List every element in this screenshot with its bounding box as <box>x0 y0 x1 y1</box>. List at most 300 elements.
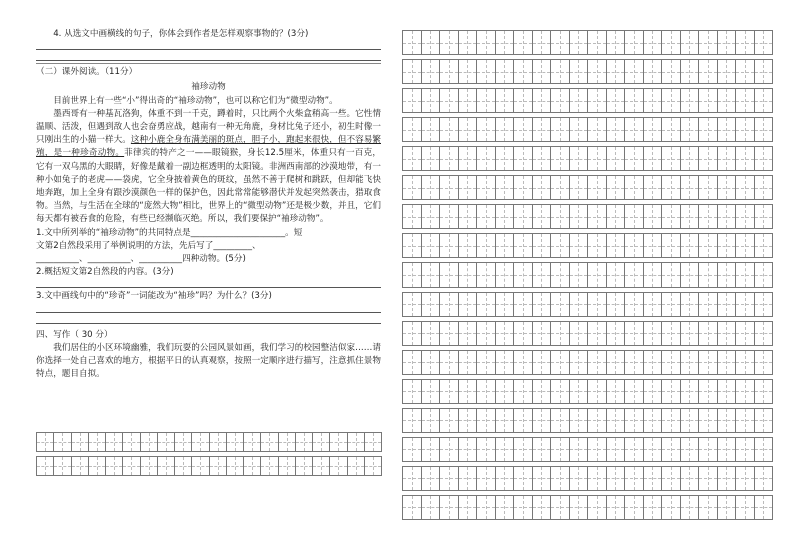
grid-cell[interactable] <box>680 495 700 520</box>
grid-cell[interactable] <box>421 146 441 171</box>
grid-cell[interactable] <box>587 379 607 404</box>
grid-cell[interactable] <box>174 456 192 476</box>
grid-cell[interactable] <box>402 233 422 258</box>
grid-cell[interactable] <box>532 437 552 462</box>
grid-cell[interactable] <box>643 233 663 258</box>
grid-cell[interactable] <box>71 432 89 452</box>
grid-cell[interactable] <box>513 321 533 346</box>
writing-grid-large[interactable] <box>402 30 772 520</box>
answer-line[interactable] <box>36 41 381 50</box>
grid-cell[interactable] <box>476 233 496 258</box>
grid-cell[interactable] <box>439 466 459 491</box>
grid-cell[interactable] <box>140 432 158 452</box>
grid-cell[interactable] <box>624 321 644 346</box>
grid-cell[interactable] <box>347 432 365 452</box>
grid-cell[interactable] <box>174 432 192 452</box>
grid-cell[interactable] <box>569 379 589 404</box>
grid-cell[interactable] <box>329 456 347 476</box>
grid-cell[interactable] <box>698 321 718 346</box>
grid-cell[interactable] <box>495 495 515 520</box>
grid-cell[interactable] <box>439 292 459 317</box>
grid-cell[interactable] <box>513 495 533 520</box>
grid-cell[interactable] <box>698 379 718 404</box>
grid-cell[interactable] <box>495 88 515 113</box>
grid-cell[interactable] <box>698 59 718 84</box>
grid-cell[interactable] <box>698 175 718 200</box>
grid-cell[interactable] <box>53 456 71 476</box>
answer-line[interactable] <box>36 315 381 324</box>
grid-cell[interactable] <box>680 30 700 55</box>
grid-cell[interactable] <box>550 117 570 142</box>
grid-cell[interactable] <box>587 321 607 346</box>
grid-cell[interactable] <box>643 204 663 229</box>
grid-cell[interactable] <box>680 408 700 433</box>
grid-cell[interactable] <box>513 262 533 287</box>
grid-cell[interactable] <box>495 437 515 462</box>
grid-cell[interactable] <box>458 59 478 84</box>
grid-cell[interactable] <box>402 30 422 55</box>
grid-cell[interactable] <box>439 233 459 258</box>
grid-cell[interactable] <box>71 456 89 476</box>
grid-cell[interactable] <box>421 30 441 55</box>
grid-cell[interactable] <box>421 175 441 200</box>
grid-cell[interactable] <box>698 262 718 287</box>
grid-cell[interactable] <box>624 117 644 142</box>
grid-cell[interactable] <box>661 350 681 375</box>
grid-cell[interactable] <box>661 88 681 113</box>
grid-cell[interactable] <box>532 117 552 142</box>
grid-cell[interactable] <box>587 292 607 317</box>
grid-cell[interactable] <box>624 437 644 462</box>
grid-cell[interactable] <box>569 175 589 200</box>
grid-cell[interactable] <box>661 408 681 433</box>
grid-cell[interactable] <box>569 59 589 84</box>
grid-cell[interactable] <box>458 117 478 142</box>
grid-cell[interactable] <box>476 350 496 375</box>
grid-cell[interactable] <box>122 456 140 476</box>
grid-cell[interactable] <box>476 262 496 287</box>
grid-cell[interactable] <box>569 350 589 375</box>
grid-cell[interactable] <box>587 146 607 171</box>
grid-cell[interactable] <box>295 456 313 476</box>
grid-cell[interactable] <box>458 495 478 520</box>
grid-cell[interactable] <box>532 233 552 258</box>
grid-cell[interactable] <box>532 262 552 287</box>
grid-cell[interactable] <box>606 495 626 520</box>
grid-cell[interactable] <box>347 456 365 476</box>
grid-cell[interactable] <box>458 262 478 287</box>
grid-cell[interactable] <box>209 456 227 476</box>
grid-cell[interactable] <box>122 432 140 452</box>
grid-cell[interactable] <box>754 59 774 84</box>
grid-cell[interactable] <box>476 321 496 346</box>
grid-cell[interactable] <box>717 262 737 287</box>
grid-cell[interactable] <box>698 408 718 433</box>
grid-cell[interactable] <box>532 175 552 200</box>
grid-cell[interactable] <box>532 379 552 404</box>
grid-cell[interactable] <box>550 262 570 287</box>
grid-cell[interactable] <box>680 117 700 142</box>
grid-cell[interactable] <box>421 350 441 375</box>
grid-cell[interactable] <box>36 432 54 452</box>
grid-cell[interactable] <box>439 117 459 142</box>
grid-cell[interactable] <box>717 379 737 404</box>
grid-cell[interactable] <box>735 466 755 491</box>
grid-cell[interactable] <box>439 408 459 433</box>
grid-cell[interactable] <box>439 437 459 462</box>
grid-cell[interactable] <box>191 456 209 476</box>
grid-cell[interactable] <box>36 456 54 476</box>
grid-cell[interactable] <box>140 456 158 476</box>
grid-cell[interactable] <box>476 146 496 171</box>
grid-cell[interactable] <box>680 59 700 84</box>
grid-cell[interactable] <box>680 204 700 229</box>
grid-cell[interactable] <box>312 432 330 452</box>
grid-cell[interactable] <box>226 432 244 452</box>
grid-cell[interactable] <box>439 379 459 404</box>
grid-cell[interactable] <box>458 204 478 229</box>
grid-cell[interactable] <box>624 262 644 287</box>
grid-cell[interactable] <box>495 204 515 229</box>
grid-cell[interactable] <box>458 321 478 346</box>
grid-cell[interactable] <box>421 59 441 84</box>
grid-cell[interactable] <box>587 204 607 229</box>
grid-cell[interactable] <box>495 233 515 258</box>
grid-cell[interactable] <box>587 466 607 491</box>
grid-cell[interactable] <box>643 437 663 462</box>
grid-cell[interactable] <box>735 408 755 433</box>
grid-cell[interactable] <box>421 321 441 346</box>
grid-cell[interactable] <box>105 432 123 452</box>
grid-cell[interactable] <box>495 59 515 84</box>
grid-cell[interactable] <box>532 495 552 520</box>
grid-cell[interactable] <box>680 88 700 113</box>
grid-cell[interactable] <box>754 379 774 404</box>
grid-cell[interactable] <box>754 321 774 346</box>
grid-cell[interactable] <box>717 350 737 375</box>
grid-cell[interactable] <box>364 432 382 452</box>
grid-cell[interactable] <box>754 233 774 258</box>
grid-cell[interactable] <box>624 350 644 375</box>
grid-cell[interactable] <box>643 292 663 317</box>
grid-cell[interactable] <box>643 321 663 346</box>
grid-cell[interactable] <box>698 350 718 375</box>
grid-cell[interactable] <box>495 30 515 55</box>
grid-cell[interactable] <box>643 146 663 171</box>
grid-cell[interactable] <box>624 495 644 520</box>
grid-cell[interactable] <box>587 175 607 200</box>
grid-cell[interactable] <box>439 175 459 200</box>
grid-cell[interactable] <box>458 466 478 491</box>
grid-cell[interactable] <box>495 466 515 491</box>
grid-cell[interactable] <box>680 292 700 317</box>
grid-cell[interactable] <box>439 30 459 55</box>
grid-cell[interactable] <box>587 117 607 142</box>
grid-cell[interactable] <box>569 204 589 229</box>
grid-cell[interactable] <box>421 233 441 258</box>
grid-cell[interactable] <box>680 262 700 287</box>
grid-cell[interactable] <box>587 495 607 520</box>
grid-cell[interactable] <box>402 292 422 317</box>
grid-cell[interactable] <box>550 59 570 84</box>
grid-cell[interactable] <box>402 408 422 433</box>
grid-cell[interactable] <box>569 233 589 258</box>
answer-line[interactable] <box>36 279 381 288</box>
grid-cell[interactable] <box>532 30 552 55</box>
grid-cell[interactable] <box>643 379 663 404</box>
grid-cell[interactable] <box>402 117 422 142</box>
grid-cell[interactable] <box>606 117 626 142</box>
grid-cell[interactable] <box>191 432 209 452</box>
grid-cell[interactable] <box>513 204 533 229</box>
grid-cell[interactable] <box>532 408 552 433</box>
grid-cell[interactable] <box>643 59 663 84</box>
grid-cell[interactable] <box>439 204 459 229</box>
grid-cell[interactable] <box>243 456 261 476</box>
grid-cell[interactable] <box>735 204 755 229</box>
grid-cell[interactable] <box>402 495 422 520</box>
grid-cell[interactable] <box>532 321 552 346</box>
grid-cell[interactable] <box>569 321 589 346</box>
grid-cell[interactable] <box>754 292 774 317</box>
grid-cell[interactable] <box>312 456 330 476</box>
grid-cell[interactable] <box>458 30 478 55</box>
grid-cell[interactable] <box>735 88 755 113</box>
grid-cell[interactable] <box>329 432 347 452</box>
grid-cell[interactable] <box>680 466 700 491</box>
grid-cell[interactable] <box>421 262 441 287</box>
grid-cell[interactable] <box>643 88 663 113</box>
grid-cell[interactable] <box>569 437 589 462</box>
grid-cell[interactable] <box>439 321 459 346</box>
grid-cell[interactable] <box>439 88 459 113</box>
grid-cell[interactable] <box>587 437 607 462</box>
grid-cell[interactable] <box>364 456 382 476</box>
grid-cell[interactable] <box>476 495 496 520</box>
grid-cell[interactable] <box>643 495 663 520</box>
grid-cell[interactable] <box>717 292 737 317</box>
grid-cell[interactable] <box>717 233 737 258</box>
grid-cell[interactable] <box>754 262 774 287</box>
grid-cell[interactable] <box>717 30 737 55</box>
grid-cell[interactable] <box>569 88 589 113</box>
grid-cell[interactable] <box>532 292 552 317</box>
grid-cell[interactable] <box>680 437 700 462</box>
grid-cell[interactable] <box>624 59 644 84</box>
grid-cell[interactable] <box>735 117 755 142</box>
grid-cell[interactable] <box>495 175 515 200</box>
grid-cell[interactable] <box>495 146 515 171</box>
grid-cell[interactable] <box>624 466 644 491</box>
grid-cell[interactable] <box>157 432 175 452</box>
grid-cell[interactable] <box>624 379 644 404</box>
grid-cell[interactable] <box>587 408 607 433</box>
grid-cell[interactable] <box>513 30 533 55</box>
grid-cell[interactable] <box>624 292 644 317</box>
grid-cell[interactable] <box>550 292 570 317</box>
grid-cell[interactable] <box>550 495 570 520</box>
grid-cell[interactable] <box>550 204 570 229</box>
grid-cell[interactable] <box>754 30 774 55</box>
grid-cell[interactable] <box>550 30 570 55</box>
grid-cell[interactable] <box>458 146 478 171</box>
grid-cell[interactable] <box>717 204 737 229</box>
grid-cell[interactable] <box>661 262 681 287</box>
grid-cell[interactable] <box>717 146 737 171</box>
grid-cell[interactable] <box>698 88 718 113</box>
grid-cell[interactable] <box>278 432 296 452</box>
grid-cell[interactable] <box>439 262 459 287</box>
grid-cell[interactable] <box>735 175 755 200</box>
grid-cell[interactable] <box>513 117 533 142</box>
grid-cell[interactable] <box>569 495 589 520</box>
grid-cell[interactable] <box>698 466 718 491</box>
grid-cell[interactable] <box>569 292 589 317</box>
grid-cell[interactable] <box>717 59 737 84</box>
grid-cell[interactable] <box>495 350 515 375</box>
grid-cell[interactable] <box>754 495 774 520</box>
grid-cell[interactable] <box>495 262 515 287</box>
grid-cell[interactable] <box>421 379 441 404</box>
grid-cell[interactable] <box>754 88 774 113</box>
grid-cell[interactable] <box>587 59 607 84</box>
grid-cell[interactable] <box>402 59 422 84</box>
grid-cell[interactable] <box>735 59 755 84</box>
grid-cell[interactable] <box>643 408 663 433</box>
grid-cell[interactable] <box>698 146 718 171</box>
grid-cell[interactable] <box>661 466 681 491</box>
grid-cell[interactable] <box>717 117 737 142</box>
grid-cell[interactable] <box>402 379 422 404</box>
grid-cell[interactable] <box>532 350 552 375</box>
grid-cell[interactable] <box>661 437 681 462</box>
grid-cell[interactable] <box>698 437 718 462</box>
grid-cell[interactable] <box>421 88 441 113</box>
grid-cell[interactable] <box>439 350 459 375</box>
grid-cell[interactable] <box>680 379 700 404</box>
grid-cell[interactable] <box>587 30 607 55</box>
grid-cell[interactable] <box>698 30 718 55</box>
grid-cell[interactable] <box>735 30 755 55</box>
grid-cell[interactable] <box>661 233 681 258</box>
grid-cell[interactable] <box>421 495 441 520</box>
grid-cell[interactable] <box>458 88 478 113</box>
grid-cell[interactable] <box>402 146 422 171</box>
grid-cell[interactable] <box>513 437 533 462</box>
grid-cell[interactable] <box>513 88 533 113</box>
grid-cell[interactable] <box>735 262 755 287</box>
grid-cell[interactable] <box>458 379 478 404</box>
grid-cell[interactable] <box>754 146 774 171</box>
grid-cell[interactable] <box>513 59 533 84</box>
grid-cell[interactable] <box>513 233 533 258</box>
grid-cell[interactable] <box>606 408 626 433</box>
grid-cell[interactable] <box>550 88 570 113</box>
grid-cell[interactable] <box>243 432 261 452</box>
grid-cell[interactable] <box>735 379 755 404</box>
grid-cell[interactable] <box>421 466 441 491</box>
grid-cell[interactable] <box>643 30 663 55</box>
grid-cell[interactable] <box>421 292 441 317</box>
grid-cell[interactable] <box>458 175 478 200</box>
grid-cell[interactable] <box>402 350 422 375</box>
grid-cell[interactable] <box>88 456 106 476</box>
grid-cell[interactable] <box>587 88 607 113</box>
grid-cell[interactable] <box>680 321 700 346</box>
grid-cell[interactable] <box>698 233 718 258</box>
grid-cell[interactable] <box>606 233 626 258</box>
grid-cell[interactable] <box>606 262 626 287</box>
grid-cell[interactable] <box>402 437 422 462</box>
grid-cell[interactable] <box>606 292 626 317</box>
grid-cell[interactable] <box>624 146 644 171</box>
grid-cell[interactable] <box>495 117 515 142</box>
grid-cell[interactable] <box>569 117 589 142</box>
grid-cell[interactable] <box>587 233 607 258</box>
grid-cell[interactable] <box>513 466 533 491</box>
grid-cell[interactable] <box>402 88 422 113</box>
grid-cell[interactable] <box>458 292 478 317</box>
grid-cell[interactable] <box>698 117 718 142</box>
grid-cell[interactable] <box>624 88 644 113</box>
grid-cell[interactable] <box>698 495 718 520</box>
grid-cell[interactable] <box>402 204 422 229</box>
grid-cell[interactable] <box>606 466 626 491</box>
grid-cell[interactable] <box>624 408 644 433</box>
grid-cell[interactable] <box>735 233 755 258</box>
grid-cell[interactable] <box>550 146 570 171</box>
grid-cell[interactable] <box>606 146 626 171</box>
grid-cell[interactable] <box>661 175 681 200</box>
grid-cell[interactable] <box>260 456 278 476</box>
answer-line[interactable] <box>36 304 381 313</box>
grid-cell[interactable] <box>513 408 533 433</box>
answer-line[interactable] <box>36 52 381 61</box>
grid-cell[interactable] <box>717 495 737 520</box>
grid-cell[interactable] <box>209 432 227 452</box>
grid-cell[interactable] <box>495 408 515 433</box>
grid-cell[interactable] <box>532 59 552 84</box>
grid-cell[interactable] <box>513 175 533 200</box>
grid-cell[interactable] <box>476 59 496 84</box>
writing-grid-small[interactable] <box>36 432 381 476</box>
grid-cell[interactable] <box>476 204 496 229</box>
grid-cell[interactable] <box>458 350 478 375</box>
grid-cell[interactable] <box>532 466 552 491</box>
grid-cell[interactable] <box>458 437 478 462</box>
grid-cell[interactable] <box>624 30 644 55</box>
grid-cell[interactable] <box>550 233 570 258</box>
grid-cell[interactable] <box>476 117 496 142</box>
grid-cell[interactable] <box>569 30 589 55</box>
grid-cell[interactable] <box>513 379 533 404</box>
grid-cell[interactable] <box>606 204 626 229</box>
grid-cell[interactable] <box>698 204 718 229</box>
grid-cell[interactable] <box>680 146 700 171</box>
grid-cell[interactable] <box>476 30 496 55</box>
grid-cell[interactable] <box>754 204 774 229</box>
grid-cell[interactable] <box>569 466 589 491</box>
grid-cell[interactable] <box>661 146 681 171</box>
grid-cell[interactable] <box>513 292 533 317</box>
grid-cell[interactable] <box>735 292 755 317</box>
grid-cell[interactable] <box>476 408 496 433</box>
grid-cell[interactable] <box>439 59 459 84</box>
grid-cell[interactable] <box>606 379 626 404</box>
grid-cell[interactable] <box>717 88 737 113</box>
grid-cell[interactable] <box>513 350 533 375</box>
grid-cell[interactable] <box>476 175 496 200</box>
